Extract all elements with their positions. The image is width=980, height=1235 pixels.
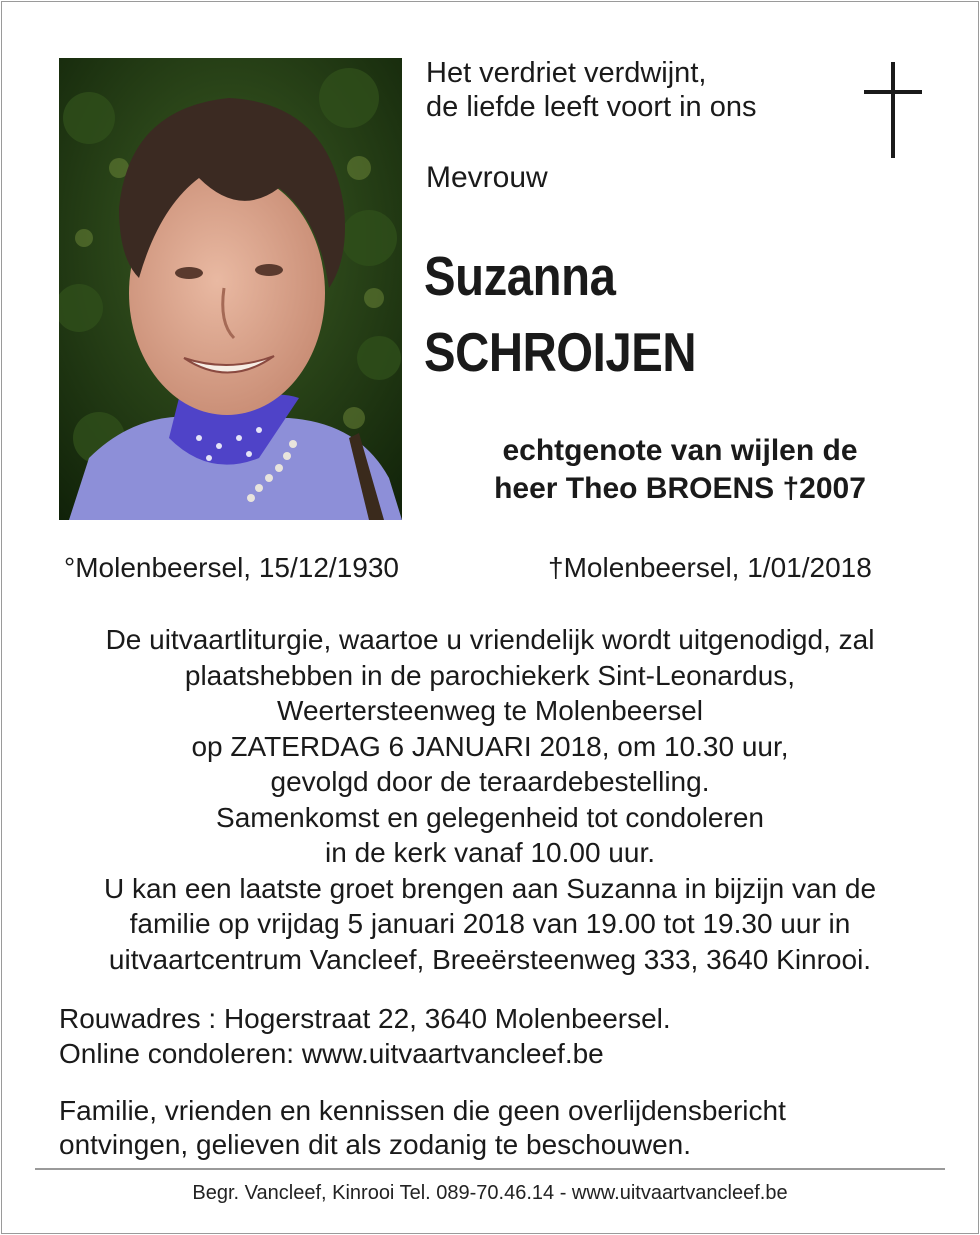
notice-text xyxy=(59,1094,786,1162)
honorific: Mevrouw xyxy=(426,161,548,194)
service-line: U kan een laatste groet brengen aan Suzanna in bijzijn van de xyxy=(103,872,877,904)
service-line: familie op vrijdag 5 januari 2018 van 19.00 tot 19.30 uur in xyxy=(129,908,851,939)
portrait-photo xyxy=(59,58,402,520)
mourning-address: Rouwadres : Hogerstraat 22, 3640 Molenbeersel. xyxy=(59,1003,671,1034)
notice-line: Familie, vrienden en kennissen die geen overlijdensbericht xyxy=(59,1095,786,1126)
verse-line: Het verdriet verdwijnt, xyxy=(426,57,707,89)
online-condolence-link[interactable]: Online condoleren: www.uitvaartvancleef.be xyxy=(59,1038,604,1069)
service-line: Weertersteenweg te Molenbeersel xyxy=(277,695,703,726)
funeral-details xyxy=(40,622,940,977)
notice-line: ontvingen, gelieven dit als zodanig te beschouwen. xyxy=(59,1129,691,1160)
birth-info: °Molenbeersel, 15/12/1930 xyxy=(64,552,399,583)
death-info: †Molenbeersel, 1/01/2018 xyxy=(548,552,872,583)
last-name: SCHROIJEN xyxy=(424,321,697,383)
first-name: Suzanna xyxy=(424,245,616,307)
verse-line: de liefde leeft voort in ons xyxy=(426,91,757,123)
service-line: op ZATERDAG 6 JANUARI 2018, om 10.30 uur, xyxy=(191,730,789,762)
service-line: uitvaartcentrum Vancleef, Breeërsteenweg 333, 3640 Kinrooi. xyxy=(108,943,872,975)
service-line: gevolgd door de teraardebestelling. xyxy=(270,766,710,797)
spouse-info xyxy=(410,432,950,508)
spouse-line: echtgenote van wijlen de xyxy=(502,434,858,467)
memorial-verse xyxy=(426,56,756,124)
funeral-home-footer: Begr. Vancleef, Kinrooi Tel. 089-70.46.14 - www.uitvaartvancleef.be xyxy=(192,1182,788,1204)
service-line: De uitvaartliturgie, waartoe u vriendelijk wordt uitgenodigd, zal xyxy=(105,624,875,655)
spouse-line: heer Theo BROENS †2007 xyxy=(494,472,866,505)
service-line: in de kerk vanaf 10.00 uur. xyxy=(325,837,655,868)
cross-icon xyxy=(864,62,922,158)
contact-info xyxy=(59,1001,671,1071)
service-line: plaatshebben in de parochiekerk Sint-Leonardus, xyxy=(184,659,796,691)
service-line: Samenkomst en gelegenheid tot condoleren xyxy=(216,801,764,833)
divider xyxy=(35,1168,945,1170)
